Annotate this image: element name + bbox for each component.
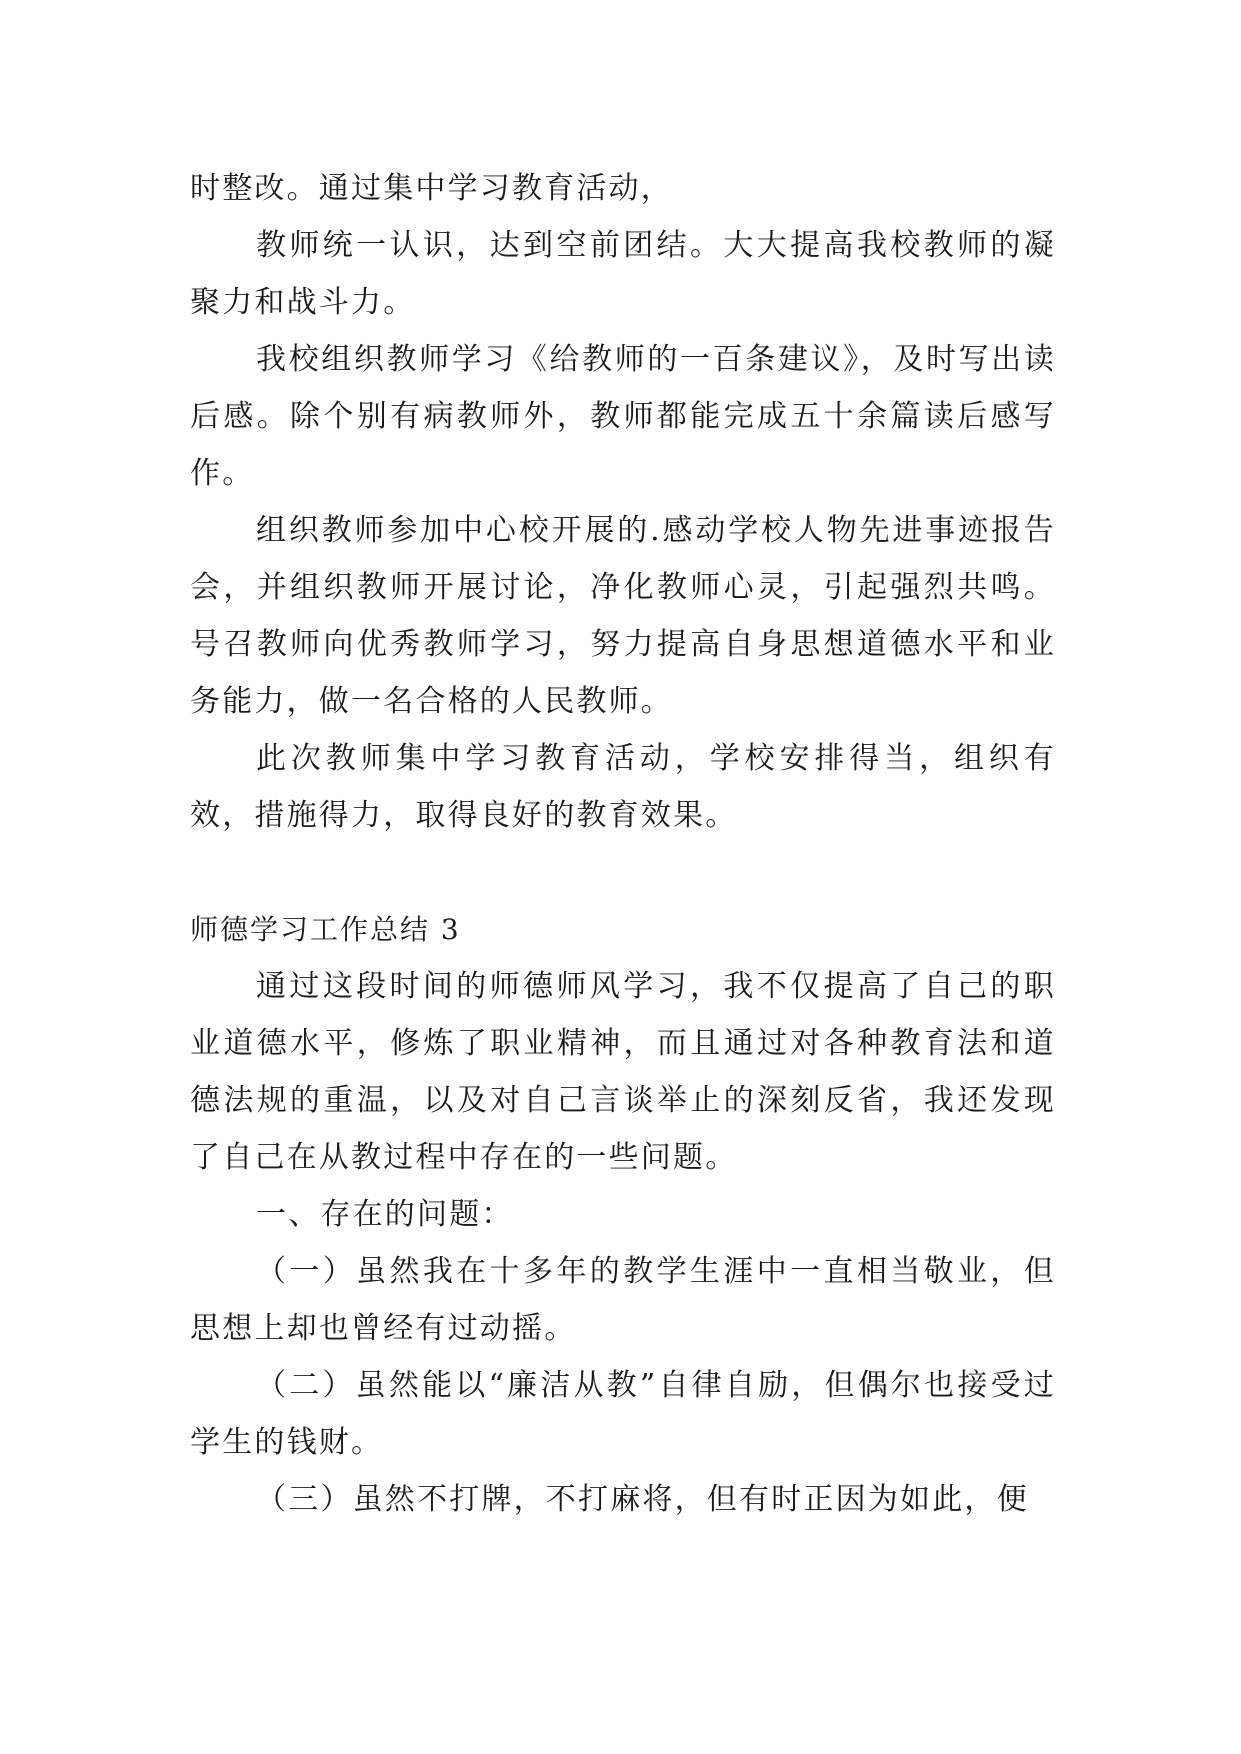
paragraph-9: （二）虽然能以“廉洁从教”自律自励，但偶尔也接受过学生的钱财。 [190, 1368, 1056, 1460]
paragraph-5: 此次教师集中学习教育活动，学校安排得当，组织有效，措施得力，取得良好的教育效果。 [190, 741, 1056, 833]
paragraph-2: 教师统一认识，达到空前团结。大大提高我校教师的凝聚力和战斗力。 [190, 228, 1056, 320]
paragraph-8: （一）虽然我在十多年的教学生涯中一直相当敬业，但思想上却也曾经有过动摇。 [190, 1254, 1056, 1346]
paragraph-3: 我校组织教师学习《给教师的一百条建议》，及时写出读后感。除个别有病教师外，教师都能完成五十余篇读后感写作。 [190, 342, 1056, 491]
section-spacer [190, 844, 1056, 901]
paragraph-7: 一、存在的问题： [256, 1197, 514, 1232]
document-body [190, 160, 1056, 1528]
paragraph-4: 组织教师参加中心校开展的.感动学校人物先进事迹报告会，并组织教师开展讨论，净化教师心灵，引起强烈共鸣。号召教师向优秀教师学习，努力提高自身思想道德水平和业务能力，做一名合格的人民教师。 [190, 513, 1056, 719]
paragraph-1: 时整改。通过集中学习教育活动， [190, 171, 673, 206]
paragraph-10: （三）虽然不打牌，不打麻将，但有时正因为如此，便 [256, 1482, 1029, 1517]
paragraph-6: 通过这段时间的师德师风学习，我不仅提高了自己的职业道德水平，修炼了职业精神，而且通过对各种教育法和道德法规的重温，以及对自己言谈举止的深刻反省，我还发现了自己在从教过程中存在的一些问题。 [190, 969, 1056, 1175]
section-heading: 师德学习工作总结 3 [190, 913, 461, 946]
